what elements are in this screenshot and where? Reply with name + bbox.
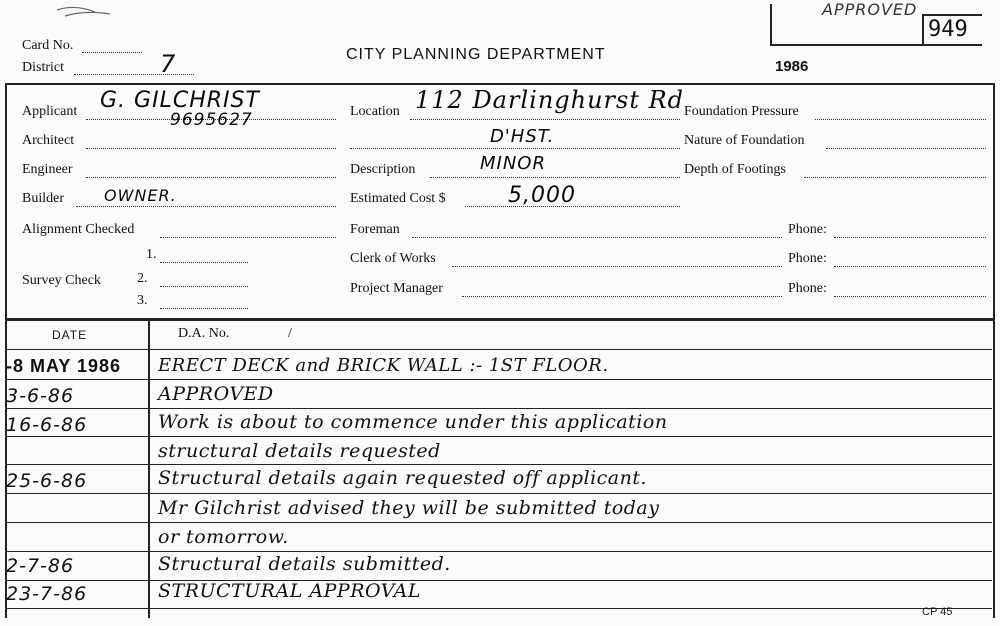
survey-item-3: 3. bbox=[137, 293, 148, 308]
log-date: 3-6-86 bbox=[6, 385, 75, 407]
architect-dots bbox=[86, 148, 336, 149]
right-border bbox=[993, 83, 995, 618]
foreman-label: Foreman bbox=[350, 222, 400, 237]
foundation-pressure-dots bbox=[815, 119, 986, 120]
row-line-3 bbox=[5, 436, 992, 437]
log-entry: Structural details again requested off applicant. bbox=[158, 467, 648, 489]
foreman-phone-dots bbox=[834, 237, 986, 238]
log-entry: Work is about to commence under this application bbox=[158, 411, 668, 433]
depth-footings-dots bbox=[804, 177, 986, 178]
alignment-dots bbox=[160, 237, 336, 238]
location-dots-2 bbox=[350, 148, 680, 149]
department-title: CITY PLANNING DEPARTMENT bbox=[346, 46, 606, 63]
builder-dots bbox=[76, 206, 336, 207]
top-border bbox=[5, 83, 995, 85]
description-dots bbox=[430, 177, 680, 178]
row-line-8 bbox=[5, 580, 992, 581]
district-label: District bbox=[22, 60, 64, 75]
pm-dots bbox=[462, 296, 782, 297]
pm-phone-label: Phone: bbox=[788, 281, 827, 296]
estimated-cost-label: Estimated Cost $ bbox=[350, 191, 446, 206]
depth-footings-label: Depth of Footings bbox=[684, 162, 786, 177]
log-entry: STRUCTURAL APPROVAL bbox=[158, 580, 422, 602]
builder-value: OWNER. bbox=[104, 186, 177, 205]
foreman-dots bbox=[412, 237, 782, 238]
date-column-divider bbox=[148, 318, 150, 618]
row-line-9 bbox=[5, 608, 992, 609]
log-date: 16-6-86 bbox=[6, 414, 88, 436]
log-entry: Structural details submitted. bbox=[158, 553, 451, 575]
foreman-phone-label: Phone: bbox=[788, 222, 827, 237]
year: 1986 bbox=[775, 58, 809, 75]
approved-stamp: APPROVED bbox=[822, 0, 918, 19]
location-value-2: D'HST. bbox=[490, 126, 555, 147]
nature-foundation-label: Nature of Foundation bbox=[684, 133, 805, 148]
foundation-pressure-label: Foundation Pressure bbox=[684, 104, 799, 119]
survey-label: Survey Check bbox=[22, 273, 101, 288]
log-entry: or tomorrow. bbox=[158, 526, 289, 548]
description-value: MINOR bbox=[480, 153, 546, 174]
pm-label: Project Manager bbox=[350, 281, 443, 296]
alignment-label: Alignment Checked bbox=[22, 222, 135, 237]
row-line-2 bbox=[5, 408, 992, 409]
clerk-label: Clerk of Works bbox=[350, 251, 436, 266]
engineer-label: Engineer bbox=[22, 162, 73, 177]
location-dots bbox=[410, 119, 680, 120]
row-line-0 bbox=[5, 349, 992, 350]
applicant-value: G. GILCHRIST bbox=[100, 88, 260, 113]
survey-dots-3 bbox=[160, 308, 248, 309]
location-label: Location bbox=[350, 104, 400, 119]
log-date: -8 MAY 1986 bbox=[6, 356, 122, 376]
log-entry: ERECT DECK and BRICK WALL :- 1ST FLOOR. bbox=[158, 355, 609, 376]
card-number: 949 bbox=[928, 17, 968, 42]
row-line-1 bbox=[5, 379, 992, 380]
da-value: / bbox=[288, 326, 292, 341]
applicant-label: Applicant bbox=[22, 104, 78, 119]
log-top-border bbox=[5, 318, 995, 321]
log-entry: Mr Gilchrist advised they will be submitted today bbox=[158, 497, 660, 519]
district-value: 7 bbox=[160, 50, 177, 78]
log-entry: APPROVED bbox=[158, 383, 274, 405]
form-code: CP 45 bbox=[922, 606, 953, 618]
clerk-dots bbox=[452, 266, 782, 267]
date-header: DATE bbox=[52, 328, 88, 342]
card-no-label: Card No. bbox=[22, 38, 74, 53]
nature-foundation-dots bbox=[826, 148, 986, 149]
survey-item-2: 2. bbox=[137, 271, 148, 286]
clerk-phone-dots bbox=[834, 266, 986, 267]
log-date: 25-6-86 bbox=[6, 470, 88, 492]
architect-label: Architect bbox=[22, 133, 75, 148]
card-no-dots bbox=[82, 52, 142, 53]
survey-item-1: 1. bbox=[146, 247, 157, 262]
row-line-7 bbox=[5, 551, 992, 552]
log-date: 2-7-86 bbox=[6, 555, 75, 577]
builder-label: Builder bbox=[22, 191, 64, 206]
left-border bbox=[5, 83, 7, 618]
log-entry: structural details requested bbox=[158, 440, 441, 462]
location-value: 112 Darlinghurst Rd bbox=[415, 86, 685, 114]
estimated-cost-value: 5,000 bbox=[508, 183, 576, 208]
engineer-dots bbox=[86, 177, 336, 178]
clerk-phone-label: Phone: bbox=[788, 251, 827, 266]
applicant-phone: 9695627 bbox=[170, 110, 253, 130]
description-label: Description bbox=[350, 162, 416, 177]
corner-scribble bbox=[55, 2, 115, 20]
row-line-6 bbox=[5, 522, 992, 523]
survey-dots-2 bbox=[160, 286, 248, 287]
log-date: 23-7-86 bbox=[6, 583, 88, 605]
pm-phone-dots bbox=[834, 296, 986, 297]
survey-dots-1 bbox=[160, 262, 248, 263]
row-line-4 bbox=[5, 464, 992, 465]
da-header: D.A. No. bbox=[178, 326, 230, 341]
row-line-5 bbox=[5, 493, 992, 494]
